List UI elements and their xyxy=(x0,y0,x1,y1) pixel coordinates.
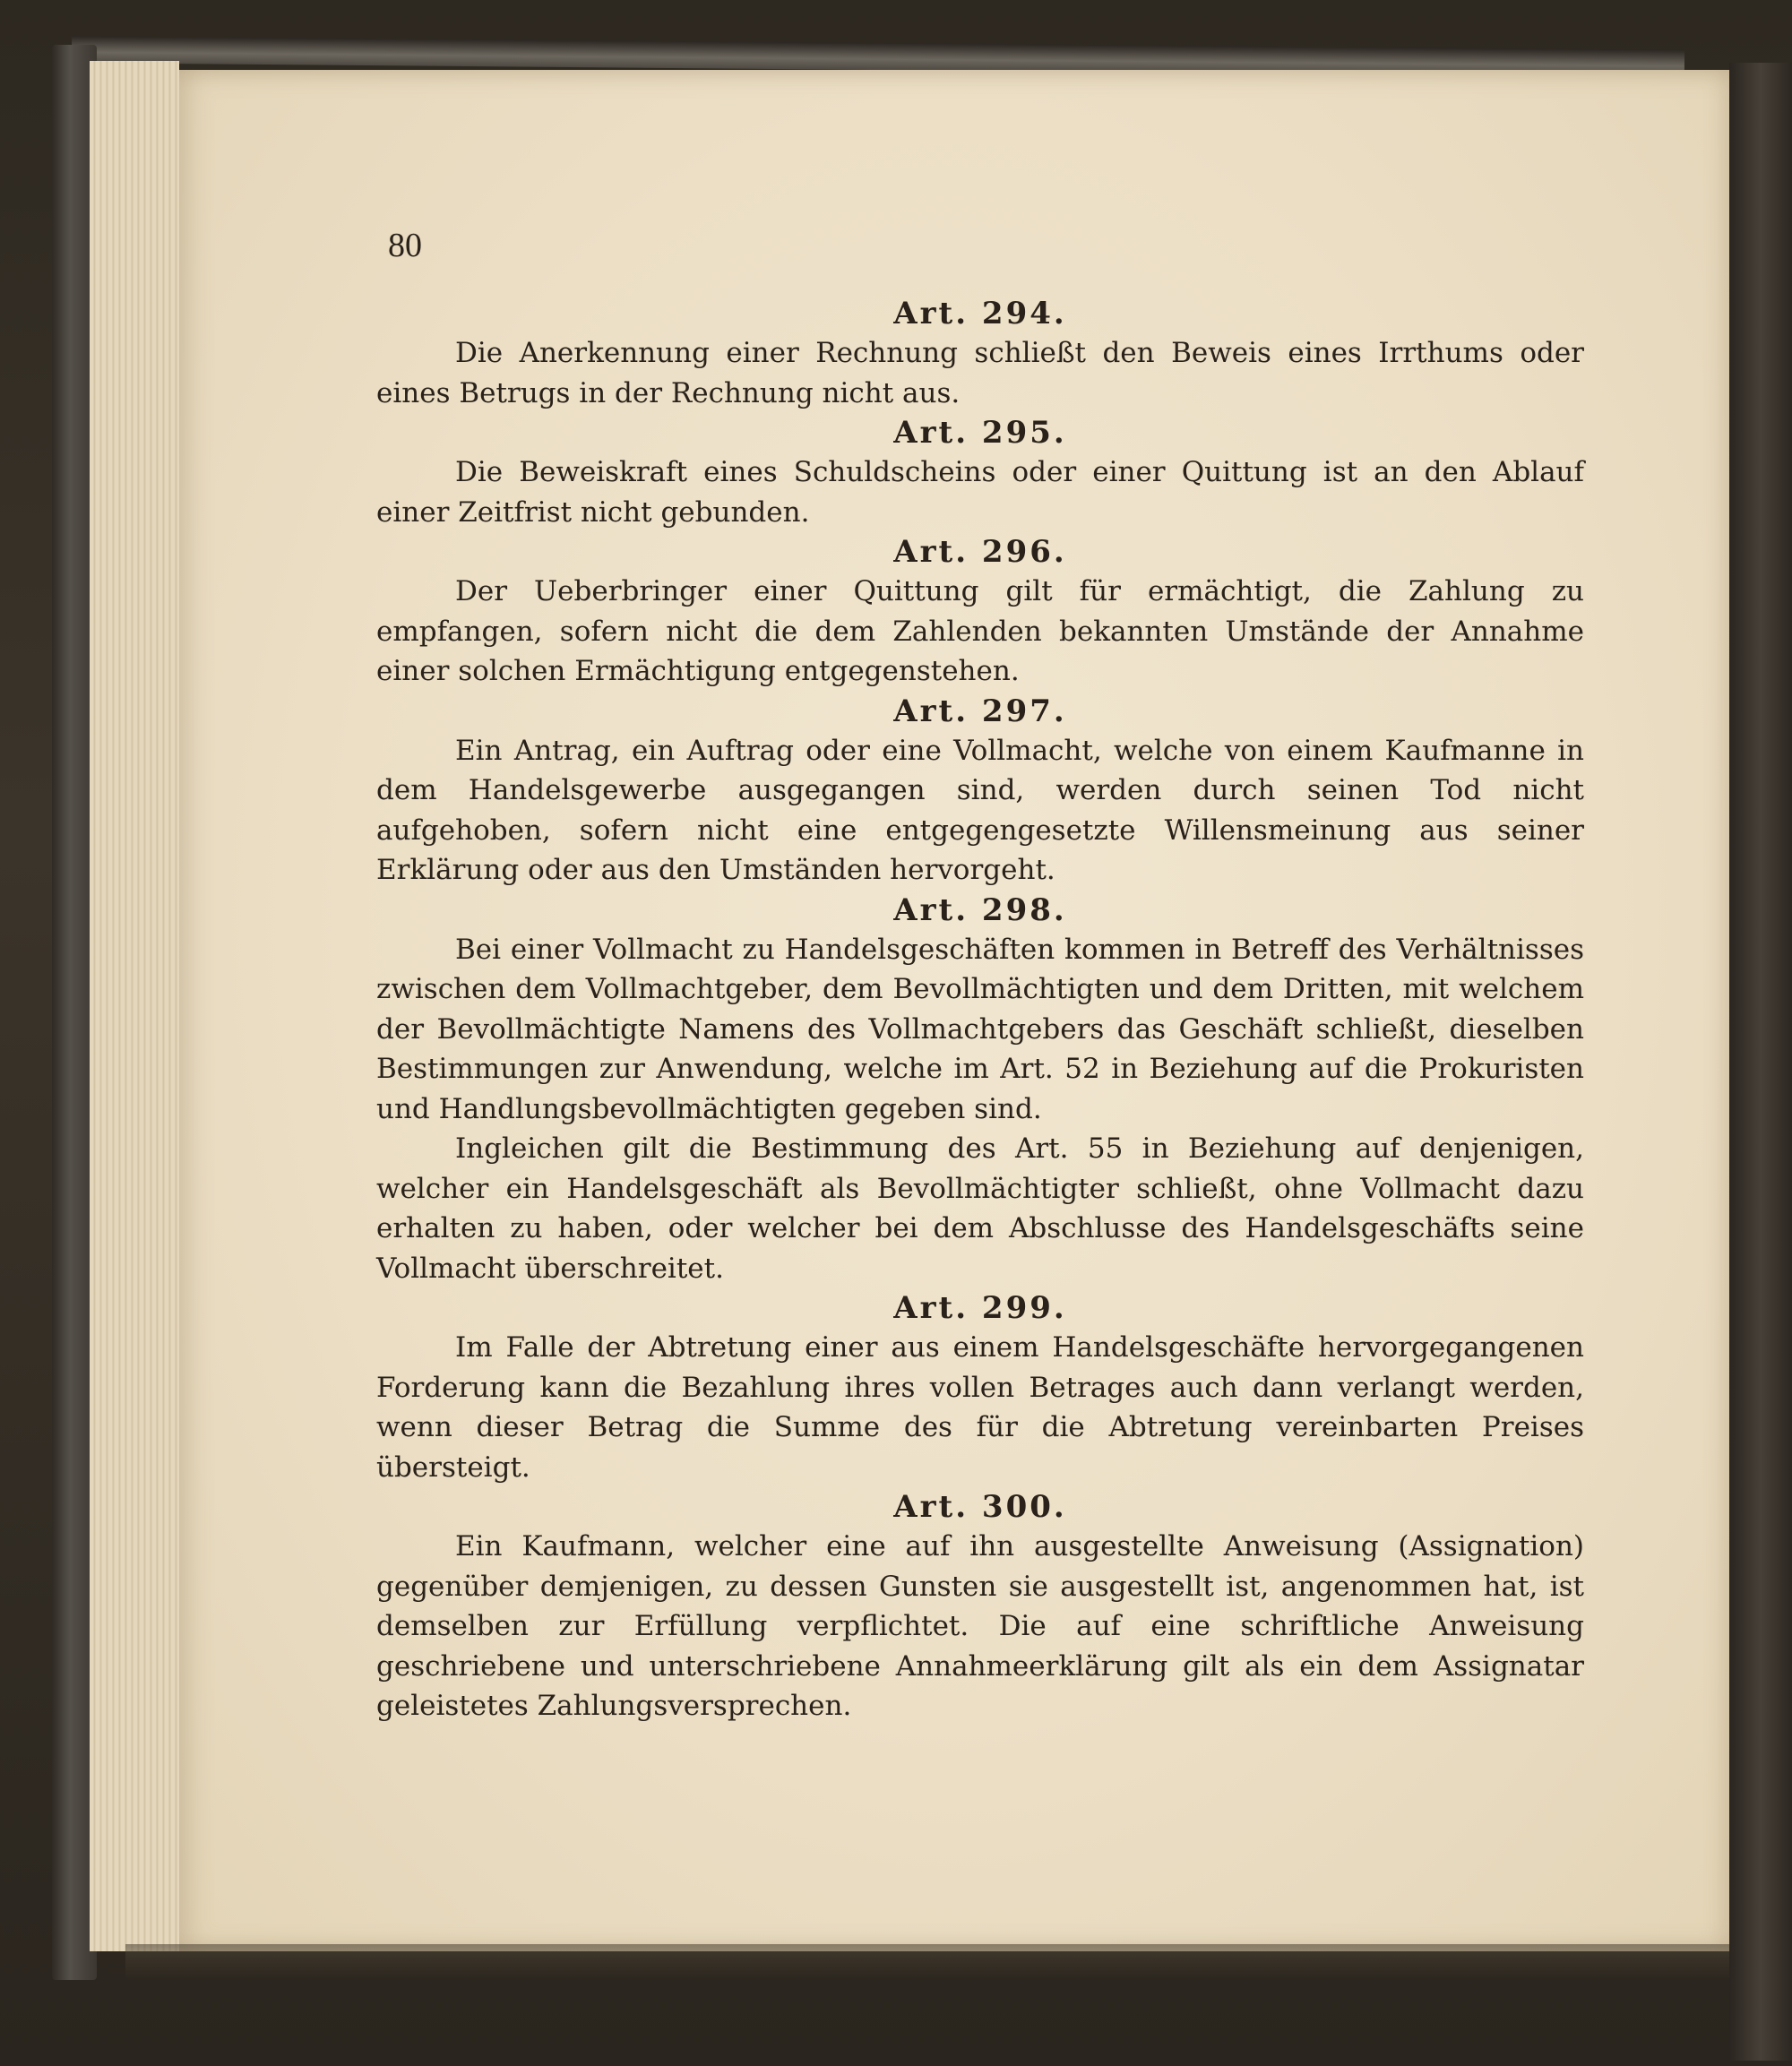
page-number: 80 xyxy=(388,227,422,264)
article-heading: Art. 297. xyxy=(893,693,1067,729)
article-heading: Art. 294. xyxy=(893,296,1067,331)
article-heading: Art. 300. xyxy=(893,1489,1067,1525)
article-299 xyxy=(376,1288,1584,1487)
book-right-edge xyxy=(1729,63,1792,2061)
article-paragraph: Ingleichen gilt die Bestimmung des Art. 55 in Beziehung auf denjenigen, welcher ein Handelsgeschäft als Bevollmächtigter schließt, ohne Vollmacht dazu erhalten zu haben, oder welcher bei dem Abschlusse des Handelsgeschäfts seine Vollmacht überschreitet. xyxy=(376,1132,1584,1285)
article-paragraph: Die Anerkennung einer Rechnung schließt den Beweis eines Irrthums oder eines Betrugs in der Rechnung nicht aus. xyxy=(376,337,1584,409)
text-column xyxy=(376,222,1584,1726)
article-296 xyxy=(376,532,1584,692)
article-heading: Art. 295. xyxy=(893,415,1067,451)
article-heading: Art. 299. xyxy=(893,1290,1067,1326)
article-heading: Art. 296. xyxy=(893,534,1067,570)
article-paragraph: Ein Antrag, ein Auftrag oder eine Vollmacht, welche von einem Kaufmanne in dem Handelsgewerbe ausgegangen sind, werden durch seinen Tod nicht aufgehoben, sofern nicht eine entgegengesetzte Willensmeinung aus seiner Erklärung oder aus den Umständen hervorgeht. xyxy=(376,734,1584,886)
article-300 xyxy=(376,1487,1584,1726)
article-paragraph: Bei einer Vollmacht zu Handelsgeschäften kommen in Betreff des Verhältnisses zwischen dem Vollmachtgeber, dem Bevollmächtigten und dem Dritten, mit welchem der Bevollmächtigte Namens des Vollmachtgebers das Geschäft schließt, dieselben Bestimmungen zur Anwendung, welche im Art. 52 in Beziehung auf die Prokuristen und Handlungsbevollmächtigten gegeben sind. xyxy=(376,933,1584,1125)
page-bottom-shadow xyxy=(125,1944,1729,1980)
page-stack-edges xyxy=(90,61,179,1951)
article-paragraph: Im Falle der Abtretung einer aus einem Handelsgeschäfte hervorgegangenen Forderung kann die Bezahlung ihres vollen Betrages auch dann verlangt werden, wenn dieser Betrag die Summe des für die Abtretung vereinbarten Preises übersteigt. xyxy=(376,1331,1584,1484)
article-298 xyxy=(376,891,1584,1289)
article-paragraph: Der Ueberbringer einer Quittung gilt für ermächtigt, die Zahlung zu empfangen, sofern nicht die dem Zahlenden bekannten Umstände der Annahme einer solchen Ermächtigung entgegenstehen. xyxy=(376,575,1584,687)
article-heading: Art. 298. xyxy=(893,891,1067,928)
article-paragraph: Ein Kaufmann, welcher eine auf ihn ausgestellte Anweisung (Assignation) gegenüber demjenigen, zu dessen Gunsten sie ausgestellt ist, angenommen hat, ist demselben zur Erfüllung verpflichtet. Die auf eine schriftliche Anweisung geschriebene und unterschriebene Annahmeerklärung gilt als ein dem Assignatar geleistetes Zahlungsversprechen. xyxy=(376,1530,1584,1722)
article-paragraph: Die Beweiskraft eines Schuldscheins oder einer Quittung ist an den Ablauf einer Zeitfrist nicht gebunden. xyxy=(376,456,1584,529)
article-295 xyxy=(376,413,1584,532)
article-297 xyxy=(376,692,1584,891)
article-294 xyxy=(376,294,1584,413)
